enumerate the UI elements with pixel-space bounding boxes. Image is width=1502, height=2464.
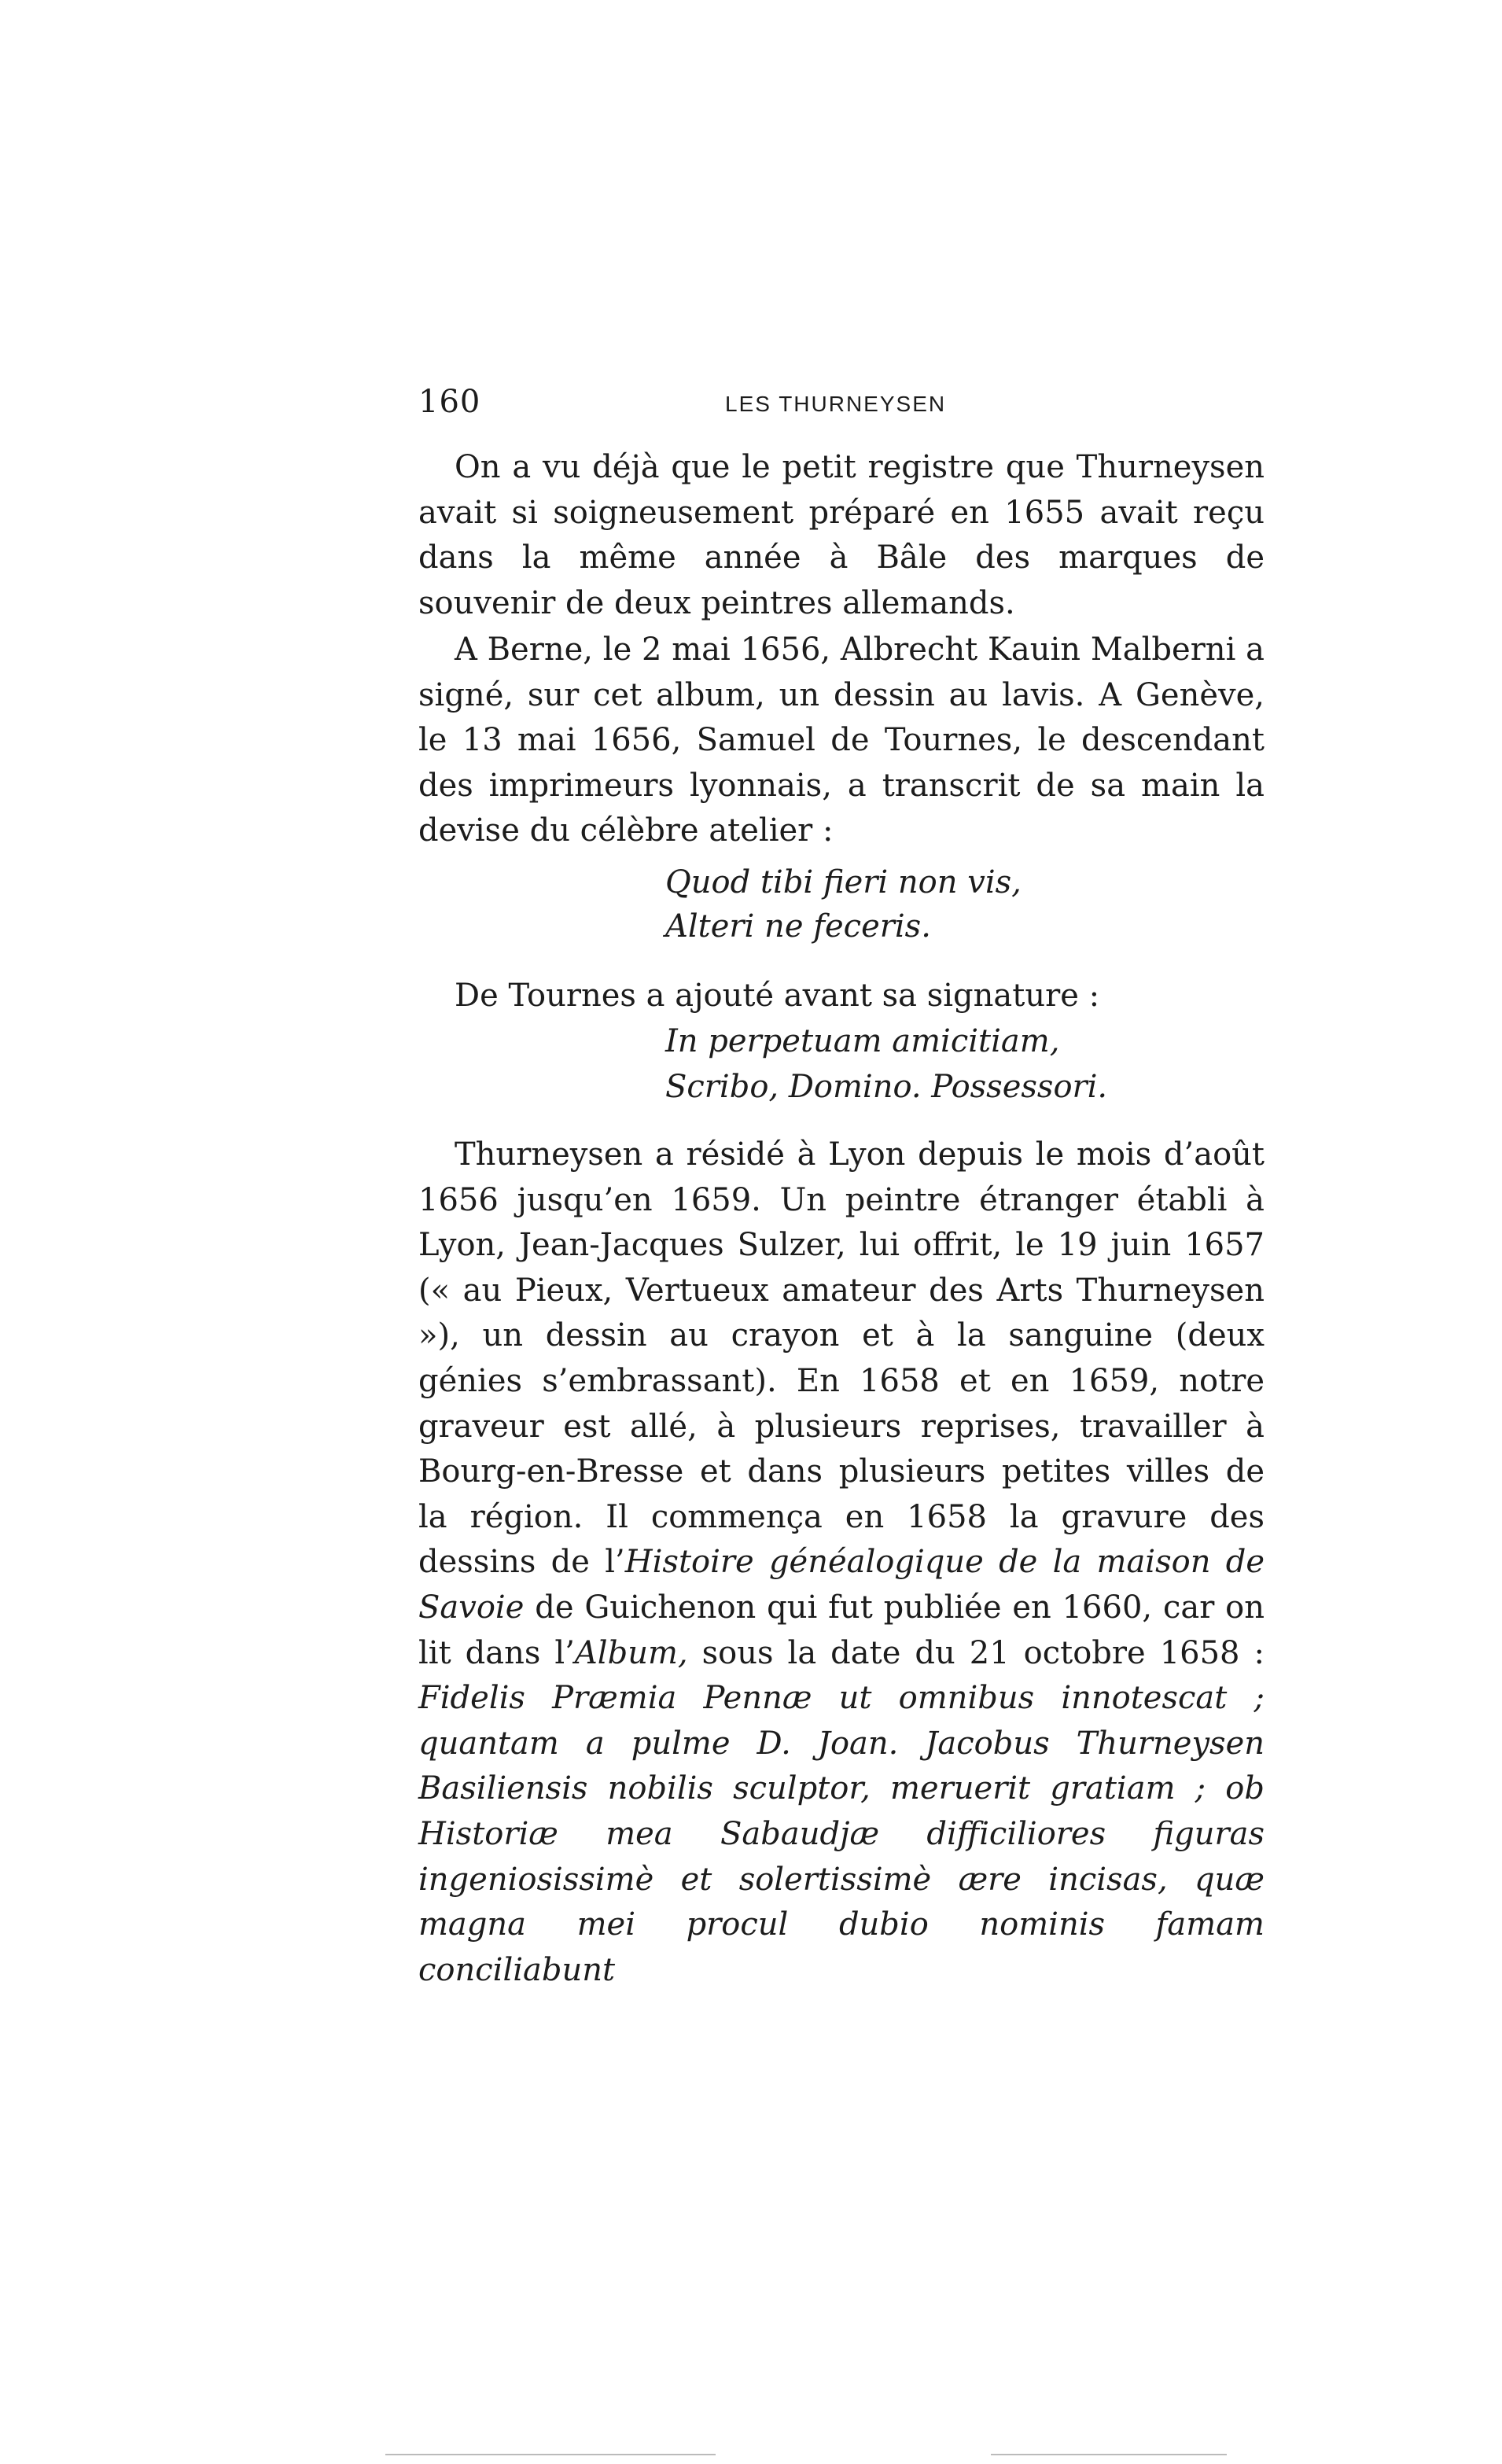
bottom-rule-right bbox=[991, 2454, 1227, 2455]
dedication-line-1: In perpetuam amicitiam, bbox=[665, 1023, 1060, 1059]
paragraph-4-part-a: Thurneysen a résidé à Lyon depuis le mois d’août 1656 jusqu’en 1659. Un peintre étranger établi à Lyon, Jean-Jacques Sulzer, lui offrit, le 19 juin 1657 (« au Pieux, Vertueux amateur des Arts Thurneysen »), un dessin au crayon et à la sanguine (deux génies s’embrassant). En 1658 et en 1659, notre graveur est allé, à plusieurs reprises, travailler à Bourg-en-Bresse et dans plusieurs petites villes de la région. Il commença en 1658 la gravure des dessins de l’ bbox=[418, 1136, 1265, 1581]
latin-inscription: Fidelis Præmia Pennæ ut omnibus innotescat ; quantam a pulme D. Joan. Jacobus Thurneysen Basiliensis nobilis sculptor, meruerit gratiam ; ob Historiæ mea Sabaudjæ difficiliores figuras ingeniosissimè et solertissimè ære incisas, quæ magna mei procul dubio nominis famam conciliabunt bbox=[418, 1680, 1265, 1988]
book-title-histoire: Histoire généalogique de la maison de Savoie bbox=[418, 1544, 1265, 1626]
paragraph-2: A Berne, le 2 mai 1656, Albrecht Kauin Malberni a signé, sur cet album, un dessin au lavis. A Genève, le 13 mai 1656, Samuel de Tournes, le descendant des imprimeurs lyonnais, a transcrit de sa main la devise du célèbre atelier : bbox=[418, 632, 1265, 849]
paragraph-4-part-b: de Guichenon qui fut publiée en 1660, car on lit dans l’ bbox=[418, 1589, 1265, 1671]
dedication-line-2: Scribo, Domino. Possessori. bbox=[665, 1069, 1108, 1105]
paragraph-4 bbox=[418, 1133, 1265, 1993]
paragraph-1: On a vu déjà que le petit registre que Thurneysen avait si soigneusement préparé en 1655 avait reçu dans la même année à Bâle des marques de souvenir de deux peintres allemands. bbox=[418, 449, 1265, 621]
running-title: LES THURNEYSEN bbox=[725, 392, 947, 416]
paragraph-3: De Tournes a ajouté avant sa signature : bbox=[455, 978, 1100, 1014]
bottom-rule-left bbox=[385, 2454, 716, 2455]
motto-line-1: Quod tibi fieri non vis, bbox=[665, 864, 1022, 901]
motto-line-2: Alteri ne feceris. bbox=[665, 908, 931, 945]
paragraph-4-part-c: sous la date du 21 octobre 1658 : bbox=[687, 1634, 1265, 1671]
album-title: Album, bbox=[574, 1634, 688, 1671]
running-head bbox=[418, 384, 1268, 431]
page-number: 160 bbox=[418, 384, 481, 420]
